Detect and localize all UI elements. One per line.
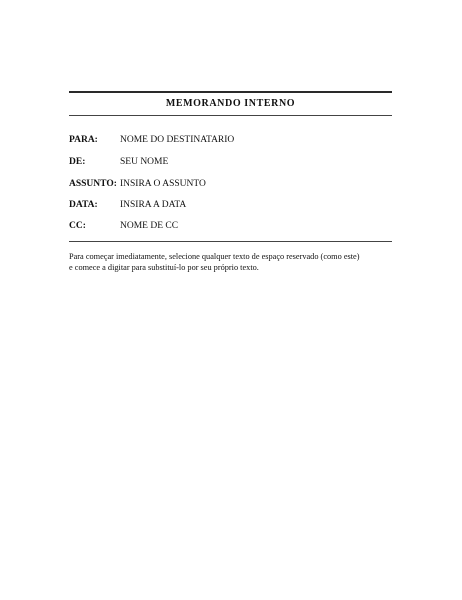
field-value-assunto[interactable]: INSIRA O ASSUNTO: [120, 179, 206, 189]
fields-separator-rule: [69, 241, 392, 242]
field-value-data[interactable]: INSIRA A DATA: [120, 200, 187, 210]
memo-title[interactable]: MEMORANDO INTERNO: [165, 98, 296, 109]
body-line-2: e comece a digitar para substituí-lo por seu próprio texto.: [69, 262, 259, 272]
field-label-cc: CC:: [69, 221, 86, 231]
field-label-para: PARA:: [69, 135, 98, 145]
field-value-cc[interactable]: NOME DE CC: [120, 221, 179, 231]
field-label-data: DATA:: [69, 200, 98, 210]
field-value-de[interactable]: SEU NOME: [120, 157, 169, 167]
top-rule: [69, 91, 392, 93]
field-value-para[interactable]: NOME DO DESTINATARIO: [120, 135, 235, 145]
body-line-1: Para começar imediatamente, selecione qualquer texto de espaço reservado (como este): [69, 252, 360, 261]
title-underline-rule: [69, 115, 392, 116]
memo-body-text[interactable]: [69, 252, 399, 273]
field-label-assunto: ASSUNTO:: [69, 179, 117, 189]
field-label-de: DE:: [69, 157, 86, 167]
